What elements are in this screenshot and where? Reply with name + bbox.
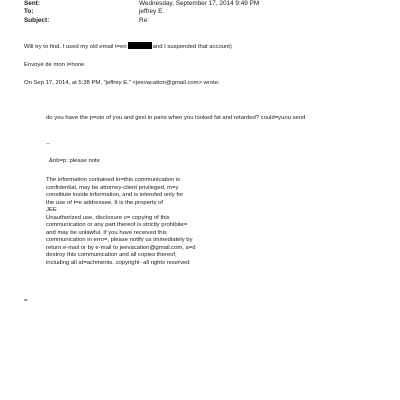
quote-intro: On Sep 17, 2014, at 5:38 PM, "jeffrey E." <jeevacation@gmail.com> wrote: [24, 80, 220, 86]
subject-label: Subject: [24, 17, 50, 24]
quoted-message: do you have the p=oto of you and girsl in paris when you looked fat and retarded? could=yuou send [46, 115, 306, 121]
to-value: jeffrey E. [139, 8, 165, 15]
notice-line: constitute inside information, and is intended only for [46, 192, 184, 198]
notice-line: JEE [46, 207, 57, 213]
sent-from-signature: Envoyé de mon i=hone [24, 62, 85, 68]
notice-line: and may be unlawful. If you have received this [46, 229, 167, 236]
nbsp-note: &nb=p; please note [49, 158, 100, 164]
sent-value: Wednesday, September 17, 2014 9:49 PM [139, 0, 260, 7]
reply-text-before: Will try to find. I used my old email t=en [24, 44, 127, 50]
redaction-block [128, 42, 152, 49]
reply-text-after: and I suspended that account) [152, 44, 232, 50]
subject-value: Re: [139, 17, 149, 24]
notice-line: confidential, may be attorney-client privileged, m=y [46, 184, 179, 191]
signature-dashes: -- [46, 141, 50, 147]
notice-line: return e-mail or by e-mail to jeevacation@gmail.com, a=d [46, 244, 196, 251]
notice-line: including all at=achments. copyright -all rights reserved [46, 259, 190, 266]
to-label: To: [24, 8, 34, 15]
sent-label: Sent: [24, 0, 40, 7]
notice-line: communication or any part thereof is strictly prohibite= [46, 222, 188, 228]
confidentiality-notice [46, 177, 196, 267]
trailing-equals: = [24, 298, 28, 304]
notice-line: the use of t=e addressee. It is the property of [46, 199, 164, 206]
reply-line [24, 42, 232, 51]
notice-line: communication in erro=, please notify us immediately by [46, 237, 193, 243]
notice-line: The information contained in=this communication is [46, 177, 181, 183]
notice-line: destroy this communication and all copies thereof, [46, 252, 177, 258]
notice-line: Unauthorized use, disclosure o= copying of this [46, 214, 170, 221]
